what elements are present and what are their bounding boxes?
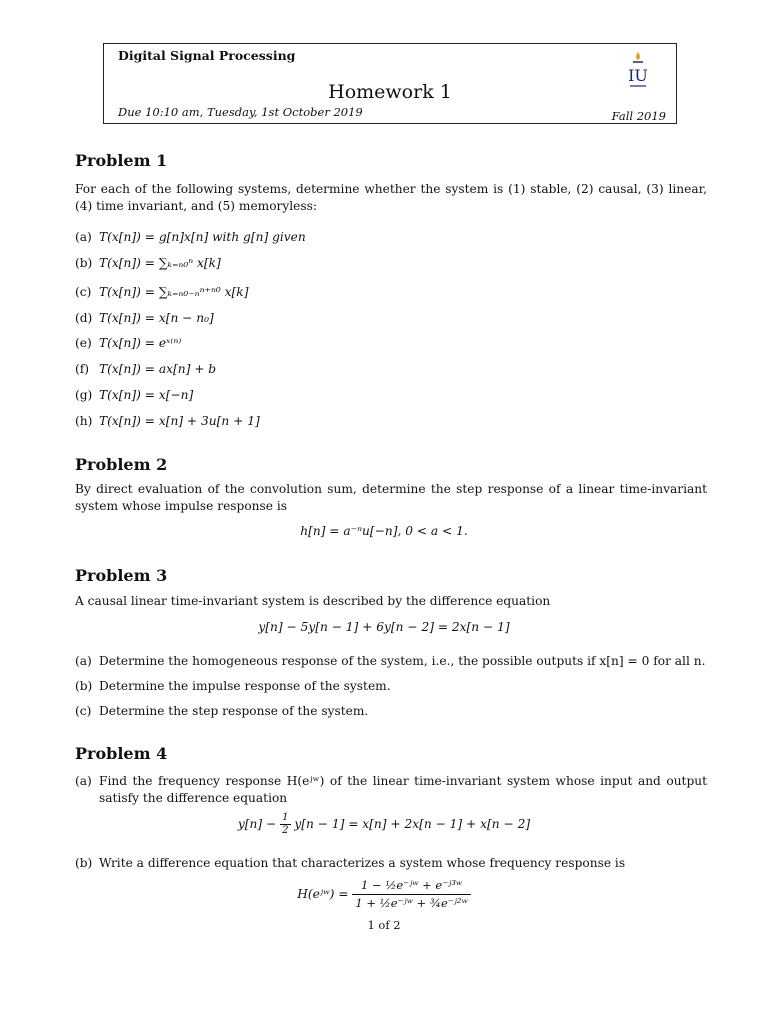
item-text: T(x[n]) = x[−n] [99, 388, 194, 402]
fraction-denominator: 2 [282, 825, 289, 836]
eq-b-fraction [352, 877, 470, 912]
logo-text: IU [628, 66, 648, 85]
item-text: T(x[n]) = ax[n] + b [99, 362, 217, 376]
item-label: (b) [75, 856, 93, 870]
item-label: (d) [75, 311, 93, 325]
problem-3-equation: y[n] − 5y[n − 1] + 6y[n − 2] = 2x[n − 1] [258, 620, 510, 634]
item-text: Find the frequency response H(eʲʷ) of the linear time-invariant system whose input and output satisfy the difference equation [99, 774, 707, 805]
item-text: T(x[n]) = ∑ₖ₌ₙ₀₋ₙⁿ⁺ⁿ⁰ x[k] [99, 285, 249, 299]
item-text: Determine the homogeneous response of the system, i.e., the possible outputs if x[n] = 0 for all n. [99, 654, 706, 668]
eq-a-fraction [280, 812, 290, 837]
item-text: T(x[n]) = eˣ⁽ⁿ⁾ [99, 336, 182, 350]
item-label: (a) [75, 230, 92, 244]
problem-1-item [75, 388, 193, 402]
problem-4-equation-b [0, 877, 768, 912]
problem-1-item [75, 336, 181, 350]
fraction-denominator: 1 + ½e⁻ʲʷ + ¾e⁻ʲ²ʷ [355, 896, 468, 910]
header-box [103, 43, 677, 124]
due-date: Due 10:10 am, Tuesday, 1st October 2019 [118, 105, 363, 119]
item-text: T(x[n]) = x[n − n₀] [99, 311, 214, 325]
item-text: T(x[n]) = g[n]x[n] with g[n] given [99, 230, 306, 244]
item-label: (b) [75, 679, 93, 693]
item-label: (f) [75, 362, 90, 376]
problem-1-item [75, 362, 216, 376]
problem-1-item [75, 414, 260, 428]
university-logo-icon [620, 50, 656, 92]
problem-4-equation-a [0, 812, 768, 837]
problem-1-item [75, 256, 221, 270]
fraction-numerator: 1 − ½e⁻ʲʷ + e⁻ʲ³ʷ [352, 877, 470, 895]
problem-4-item-a [75, 773, 707, 806]
eq-b-lhs: H(eʲʷ) = [297, 887, 349, 901]
page-number: 1 of 2 [367, 918, 401, 932]
problem-1-item [75, 311, 214, 325]
eq-a-right: y[n − 1] = x[n] + 2x[n − 1] + x[n − 2] [294, 817, 531, 831]
item-text: Determine the step response of the system. [99, 704, 369, 718]
item-label: (h) [75, 414, 93, 428]
course-name: Digital Signal Processing [118, 48, 296, 63]
problem-4-heading: Problem 4 [75, 744, 168, 763]
problem-2-heading: Problem 2 [75, 455, 168, 474]
problem-1-intro: For each of the following systems, determine whether the system is (1) stable, (2) causal, (3) linear, (4) time invariant, and (5) memoryless: [75, 182, 707, 213]
problem-3-item [75, 678, 707, 695]
problem-2-equation: h[n] = a⁻ⁿu[−n], 0 < a < 1. [300, 524, 468, 538]
problem-3-intro: A causal linear time-invariant system is described by the difference equation [75, 594, 551, 608]
homework-title: Homework 1 [328, 81, 452, 103]
problem-3-item [75, 653, 707, 670]
fraction-numerator: 1 [282, 812, 289, 823]
eq-a-left: y[n] − [237, 817, 277, 831]
problem-1-item [75, 230, 306, 244]
item-text: Write a difference equation that characterizes a system whose frequency response is [99, 856, 626, 870]
item-label: (a) [75, 774, 92, 788]
item-label: (e) [75, 336, 92, 350]
item-label: (g) [75, 388, 93, 402]
item-label: (b) [75, 256, 93, 270]
problem-2-intro: By direct evaluation of the convolution sum, determine the step response of a linear time-invariant system whose impulse response is [75, 482, 707, 513]
problem-3-heading: Problem 3 [75, 566, 168, 585]
term: Fall 2019 [611, 109, 666, 123]
problem-1-heading: Problem 1 [75, 151, 168, 170]
item-text: T(x[n]) = x[n] + 3u[n + 1] [99, 414, 260, 428]
problem-4-item-b [75, 855, 707, 872]
item-label: (a) [75, 654, 92, 668]
item-text: T(x[n]) = ∑ₖ₌ₙ₀ⁿ x[k] [99, 256, 221, 270]
problem-1-item [75, 285, 248, 299]
item-label: (c) [75, 704, 92, 718]
problem-3-item [75, 703, 707, 720]
item-text: Determine the impulse response of the system. [99, 679, 391, 693]
item-label: (c) [75, 285, 92, 299]
